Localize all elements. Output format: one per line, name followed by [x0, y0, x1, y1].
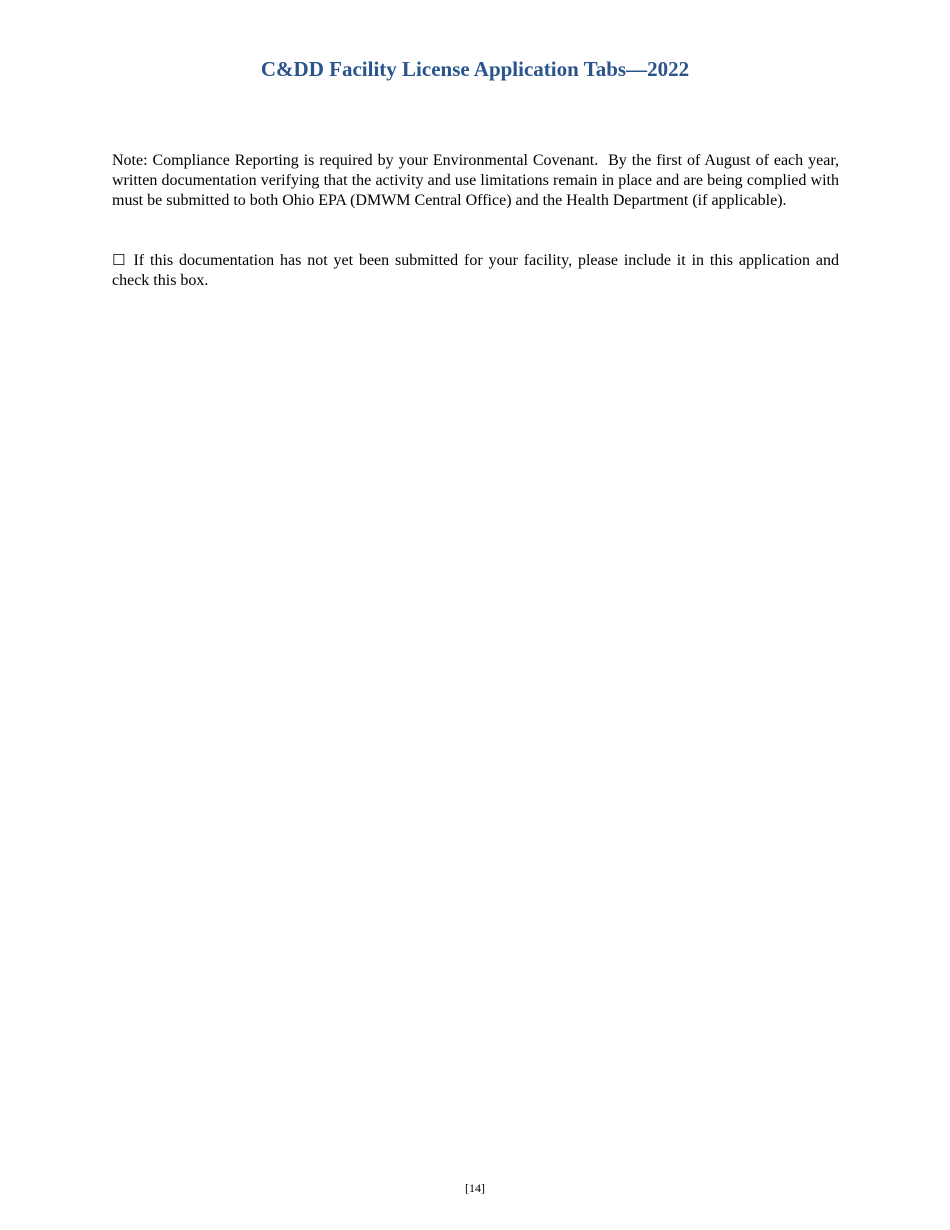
documentation-checkbox[interactable]: ☐	[112, 251, 126, 269]
submission-checkbox-item	[112, 251, 839, 291]
page-number: [14]	[465, 1181, 485, 1195]
page-title: C&DD Facility License Application Tabs—2022	[260, 57, 690, 81]
compliance-note: Note: Compliance Reporting is required by your Environmental Covenant. By the first of August of each year, written documentation verifying that the activity and use limitations remain in place and are being complied with must be submitted to both Ohio EPA (DMWM Central Office) and the Health Department (if applicable).	[112, 152, 839, 209]
checkbox-label: If this documentation has not yet been submitted for your facility, please include it in this application and check this box.	[112, 252, 839, 289]
